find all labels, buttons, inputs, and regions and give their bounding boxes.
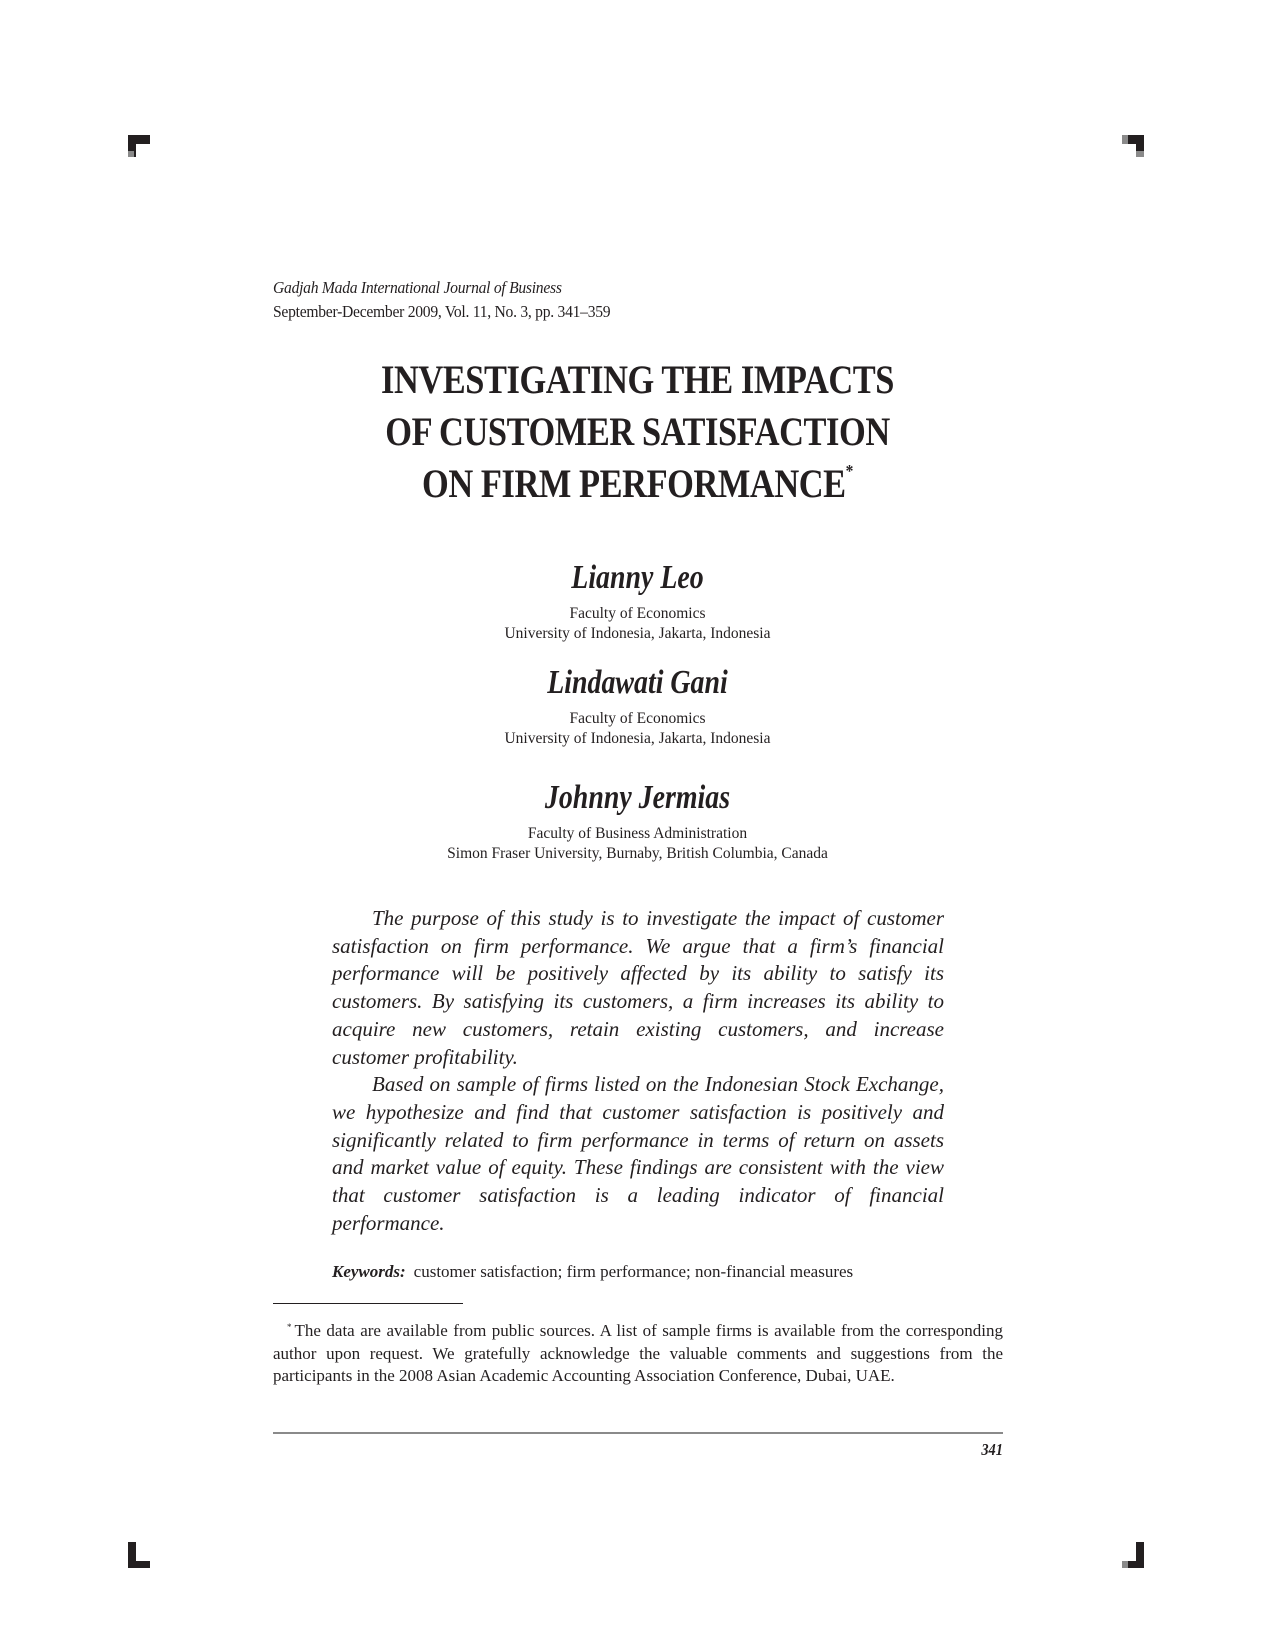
page-number: 341 [981, 1440, 1003, 1459]
author-block-3 [0, 778, 1275, 864]
author-university: University of Indonesia, Jakarta, Indonesia [504, 625, 771, 642]
author-block-2 [0, 663, 1275, 749]
crop-mark-top-right-icon [1122, 135, 1144, 157]
page-footer-rule [273, 1432, 1003, 1434]
title-footnote-marker[interactable]: * [845, 461, 853, 481]
title-line-3 [89, 458, 1186, 510]
footnote-marker: * [287, 1322, 292, 1332]
abstract-paragraph-2: Based on sample of firms listed on the Indonesian Stock Exchange, we hypothesize and find that customer satisfaction is positively and significantly related to firm performance in terms of return on assets and market value of equity. These findings are consistent with the view that customer satisfaction is a leading indicator of financial performance. [332, 1072, 944, 1235]
title-line-3-text: ON FIRM PERFORMANCE [421, 461, 846, 506]
crop-mark-bottom-left-icon [128, 1542, 150, 1564]
author-university: Simon Fraser University, Burnaby, British Columbia, Canada [447, 845, 828, 862]
title-line-1: INVESTIGATING THE IMPACTS [380, 357, 895, 402]
keywords-value: customer satisfaction; firm performance; non-financial measures [413, 1262, 854, 1281]
crop-mark-top-left-icon [128, 135, 150, 157]
crop-mark-bottom-right-icon [1122, 1542, 1144, 1564]
paper-title [0, 354, 1275, 510]
author-name: Johnny Jermias [544, 779, 731, 816]
journal-issue: September-December 2009, Vol. 11, No. 3, pp. 341–359 [273, 302, 611, 321]
journal-name: Gadjah Mada International Journal of Business [273, 278, 562, 297]
author-name: Lindawati Gani [547, 664, 728, 701]
author-faculty: Faculty of Economics [569, 710, 706, 727]
author-block-1 [0, 558, 1275, 644]
footnote-divider [273, 1303, 463, 1304]
author-faculty: Faculty of Economics [569, 605, 706, 622]
title-line-2: OF CUSTOMER SATISFACTION [385, 409, 890, 454]
author-university: University of Indonesia, Jakarta, Indonesia [504, 730, 771, 747]
author-name: Lianny Leo [571, 559, 704, 596]
keywords [332, 1262, 853, 1282]
keywords-label: Keywords: [332, 1262, 406, 1281]
abstract [332, 905, 944, 1237]
author-faculty: Faculty of Business Administration [527, 825, 748, 842]
footnote-text: The data are available from public sources. A list of sample firms is available from the corresponding author upon request. We gratefully acknowledge the valuable comments and suggestions from the participants in the 2008 Asian Academic Accounting Association Conference, Dubai, UAE. [273, 1321, 1003, 1385]
footnote [273, 1320, 1003, 1388]
abstract-paragraph-1: The purpose of this study is to investigate the impact of customer satisfaction on firm performance. We argue that a firm’s financial performance will be positively affected by its ability to satisfy its customers. By satisfying its customers, a firm increases its ability to acquire new customers, retain existing customers, and increase customer profitability. [332, 906, 944, 1069]
